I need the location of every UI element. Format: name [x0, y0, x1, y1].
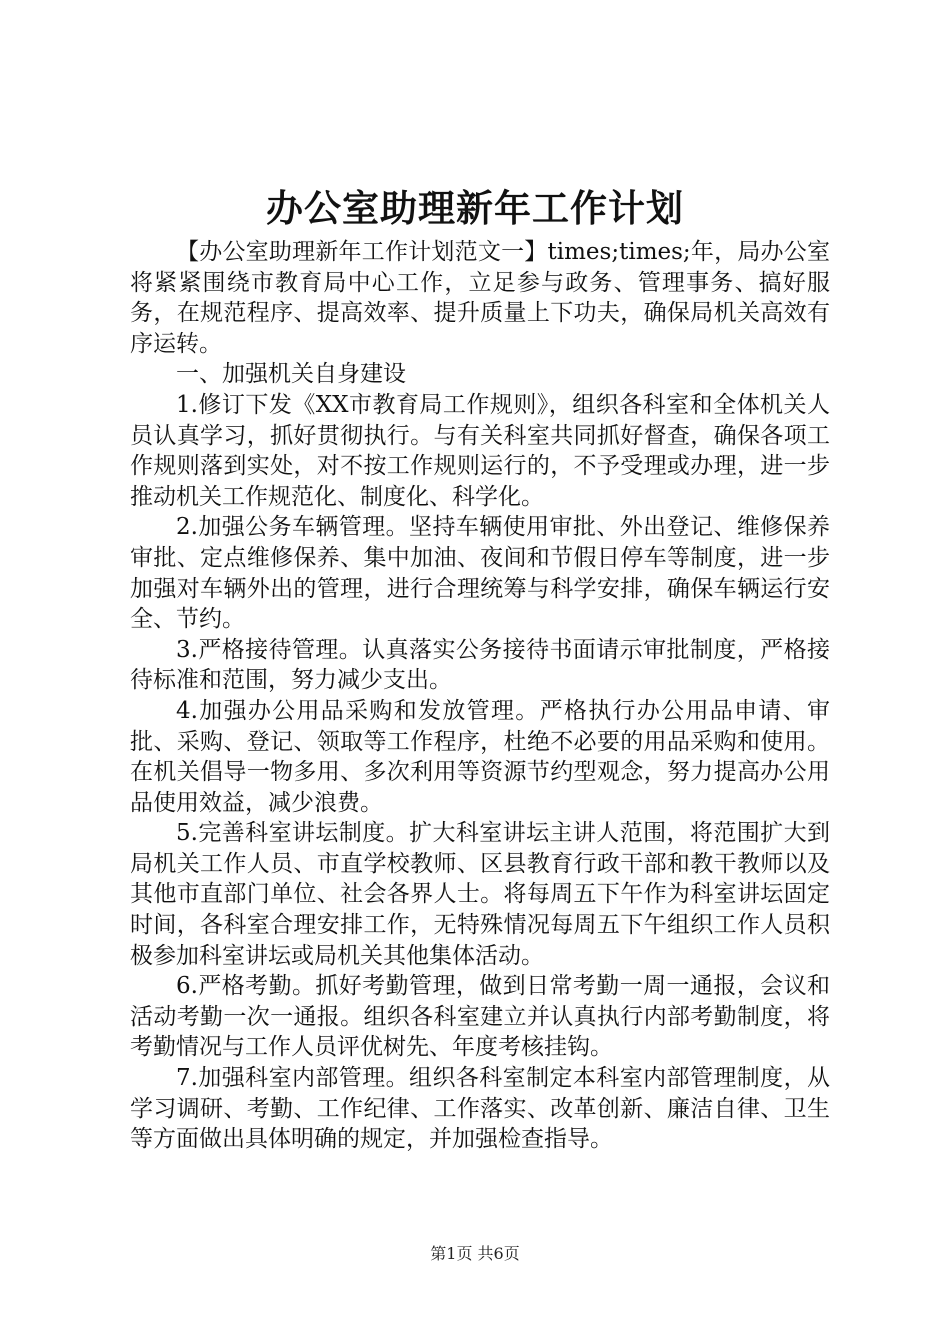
document-body — [130, 237, 830, 1155]
paragraph-item-5: 5.完善科室讲坛制度。扩大科室讲坛主讲人范围，将范围扩大到局机关工作人员、市直学校教师、区县教育行政干部和教干教师以及其他市直部门单位、社会各界人士。将每周五下午作为科室讲坛固定时间，各科室合理安排工作，无特殊情况每周五下午组织工作人员积极参加科室讲坛或局机关其他集体活动。 — [130, 820, 830, 969]
document-title: 办公室助理新年工作计划 — [266, 186, 684, 230]
paragraph-item-1: 1.修订下发《XX市教育局工作规则》，组织各科室和全体机关人员认真学习，抓好贯彻执行。与有关科室共同抓好督查，确保各项工作规则落到实处，对不按工作规则运行的，不予受理或办理，进一步推动机关工作规范化、制度化、科学化。 — [130, 391, 830, 510]
paragraph-item-4: 4.加强办公用品采购和发放管理。严格执行办公用品申请、审批、采购、登记、领取等工作程序，杜绝不必要的用品采购和使用。在机关倡导一物多用、多次利用等资源节约型观念，努力提高办公用品使用效益，减少浪费。 — [130, 697, 830, 816]
paragraph-intro: 【办公室助理新年工作计划范文一】times;times;年，局办公室将紧紧围绕市教育局中心工作，立足参与政务、管理事务、搞好服务，在规范程序、提高效率、提升质量上下功夫，确保局机关高效有序运转。 — [130, 239, 830, 357]
paragraph-item-2: 2.加强公务车辆管理。坚持车辆使用审批、外出登记、维修保养审批、定点维修保养、集中加油、夜间和节假日停车等制度，进一步加强对车辆外出的管理，进行合理统筹与科学安排，确保车辆运行安全、节约。 — [130, 514, 830, 633]
page-footer: 第1页 共6页 — [430, 1244, 520, 1263]
section-heading: 一、加强机关自身建设 — [176, 361, 406, 388]
paragraph-item-6: 6.严格考勤。抓好考勤管理，做到日常考勤一周一通报，会议和活动考勤一次一通报。组织各科室建立并认真执行内部考勤制度，将考勤情况与工作人员评优树先、年度考核挂钩。 — [130, 973, 830, 1061]
paragraph-item-3: 3.严格接待管理。认真落实公务接待书面请示审批制度，严格接待标准和范围，努力减少支出。 — [130, 636, 830, 694]
paragraph-item-7: 7.加强科室内部管理。组织各科室制定本科室内部管理制度，从学习调研、考勤、工作纪律、工作落实、改革创新、廉洁自律、卫生等方面做出具体明确的规定，并加强检查指导。 — [130, 1065, 830, 1153]
